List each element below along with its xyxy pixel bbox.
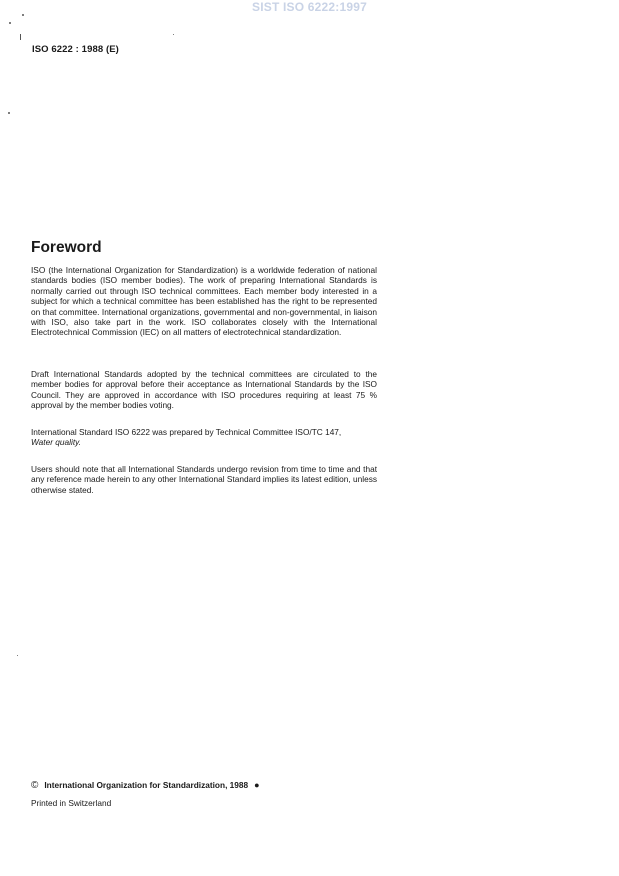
foreword-paragraph-4: Users should note that all International Standards undergo revision from time to time and that any reference made herein to any other International Standard implies its latest edition, unless otherwise stated. xyxy=(31,464,377,495)
scan-speck xyxy=(8,112,10,114)
foreword-heading: Foreword xyxy=(31,239,102,256)
copyright-symbol: © xyxy=(31,780,39,791)
committee-name: Water quality. xyxy=(31,437,81,448)
foreword-paragraph-1: ISO (the International Organization for Standardization) is a worldwide federation of national standards bodies (ISO member bodies). The work of preparing International Standards is normally carried out through ISO technical committees. Each member body interested in a subject for which a technical committee has been established has the right to be represented on that committee. International organizations, governmental and non-governmental, in liaison with ISO, also take part in the work. ISO collaborates closely with the International Electrotechnical Commission (IEC) on all matters of electrotechnical standardization. xyxy=(31,265,377,338)
scan-speck xyxy=(9,22,11,24)
watermark: SIST ISO 6222:1997 xyxy=(252,0,367,14)
foreword-paragraph-3-text: International Standard ISO 6222 was prepared by Technical Committee ISO/TC 147, xyxy=(31,427,342,437)
copyright-line xyxy=(31,780,260,791)
scan-speck xyxy=(17,655,18,656)
foreword-paragraph-3 xyxy=(31,427,377,448)
printed-in: Printed in Switzerland xyxy=(31,798,112,808)
foreword-paragraph-2: Draft International Standards adopted by the technical committees are circulated to the member bodies for approval before their acceptance as International Standards by the ISO Council. They are approved in accordance with ISO procedures requiring at least 75 % approval by the member bodies voting. xyxy=(31,369,377,411)
scan-speck xyxy=(22,14,24,16)
copyright-text: International Organization for Standardization, 1988 xyxy=(44,780,249,790)
document-id: ISO 6222 : 1988 (E) xyxy=(32,44,119,55)
bullet-icon: ● xyxy=(254,780,260,790)
scan-speck xyxy=(173,34,174,35)
scan-speck xyxy=(20,34,21,40)
